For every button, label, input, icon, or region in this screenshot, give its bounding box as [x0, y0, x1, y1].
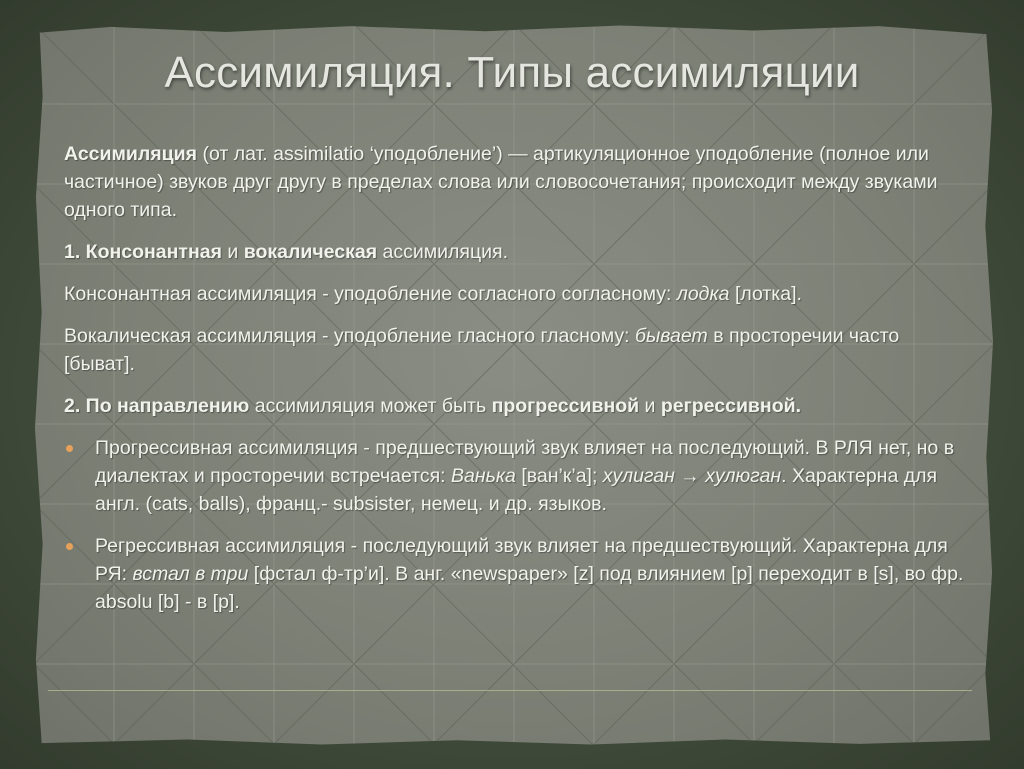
progressive-label: прогрессивной — [491, 395, 640, 417]
vocalic-text: Вокалическая ассимиляция - уподобление гласного гласному: — [64, 325, 635, 347]
progressive-transcription: [ван’к’а]; — [515, 465, 603, 487]
slide-content — [64, 140, 970, 630]
consonant-tail: [лотка]. — [729, 283, 802, 305]
progressive-example-2: хулиган → хулюган — [602, 465, 782, 487]
bullet-progressive — [64, 434, 970, 518]
regressive-example: встал в три — [132, 563, 249, 585]
regressive-label: регрессивной. — [660, 395, 802, 417]
progressive-text: Прогрессивная ассимиляция - предшествующий звук влияет на последующий. В РЛЯ нет, но в диалектах и просторечии встречается: — [95, 437, 955, 487]
definition-paragraph — [64, 140, 970, 224]
divider-line — [48, 690, 972, 691]
slide-title: Ассимиляция. Типы ассимиляции — [164, 48, 860, 97]
heading-tail: ассимиляция. — [377, 241, 509, 263]
bullet-dot-icon — [66, 543, 73, 550]
progressive-tail: . Характерна для англ. (cats, balls), франц.- subsister, немец. и др. языков. — [95, 465, 938, 515]
conjunction-2: и — [639, 395, 661, 417]
direction-mid: ассимиляция может быть — [249, 395, 492, 417]
progressive-example-1: Ванька — [451, 465, 516, 487]
direction-label: 2. По направлению — [64, 395, 250, 417]
consonant-text: Консонантная ассимиляция - уподобление согласного согласному: — [64, 283, 677, 305]
conjunction: и — [221, 241, 244, 263]
regressive-tail: [фстал ф-тр’и]. В анг. «newspaper» [z] под влиянием [p] переходит в [s], во фр. absolu [b] - в [p]. — [95, 563, 964, 613]
definition-text: (от лат. assimilatio ‘уподобление’) — артикуляционное уподобление (полное или частичное) звуков друг другу в пределах слова или словосочетания; происходит между звуками одного типа. — [64, 143, 938, 221]
vocalic-tail: в просторечии часто [быват]. — [64, 325, 900, 375]
consonant-paragraph — [64, 280, 970, 308]
consonant-example: лодка — [676, 283, 730, 305]
term-assimilation: Ассимиляция — [64, 143, 198, 165]
consonant-label: 1. Консонантная — [64, 241, 222, 263]
bullet-regressive — [64, 532, 970, 616]
regressive-text: Регрессивная ассимиляция - последующий звук влияет на предшествующий. Характерна для РЯ: — [95, 535, 948, 585]
types-heading-2 — [64, 392, 970, 420]
vocalic-paragraph — [64, 322, 970, 378]
bullet-dot-icon — [66, 445, 73, 452]
vocalic-example: бывает — [634, 325, 708, 347]
vocalic-label: вокалическая — [243, 241, 378, 263]
types-heading-1 — [64, 238, 970, 266]
